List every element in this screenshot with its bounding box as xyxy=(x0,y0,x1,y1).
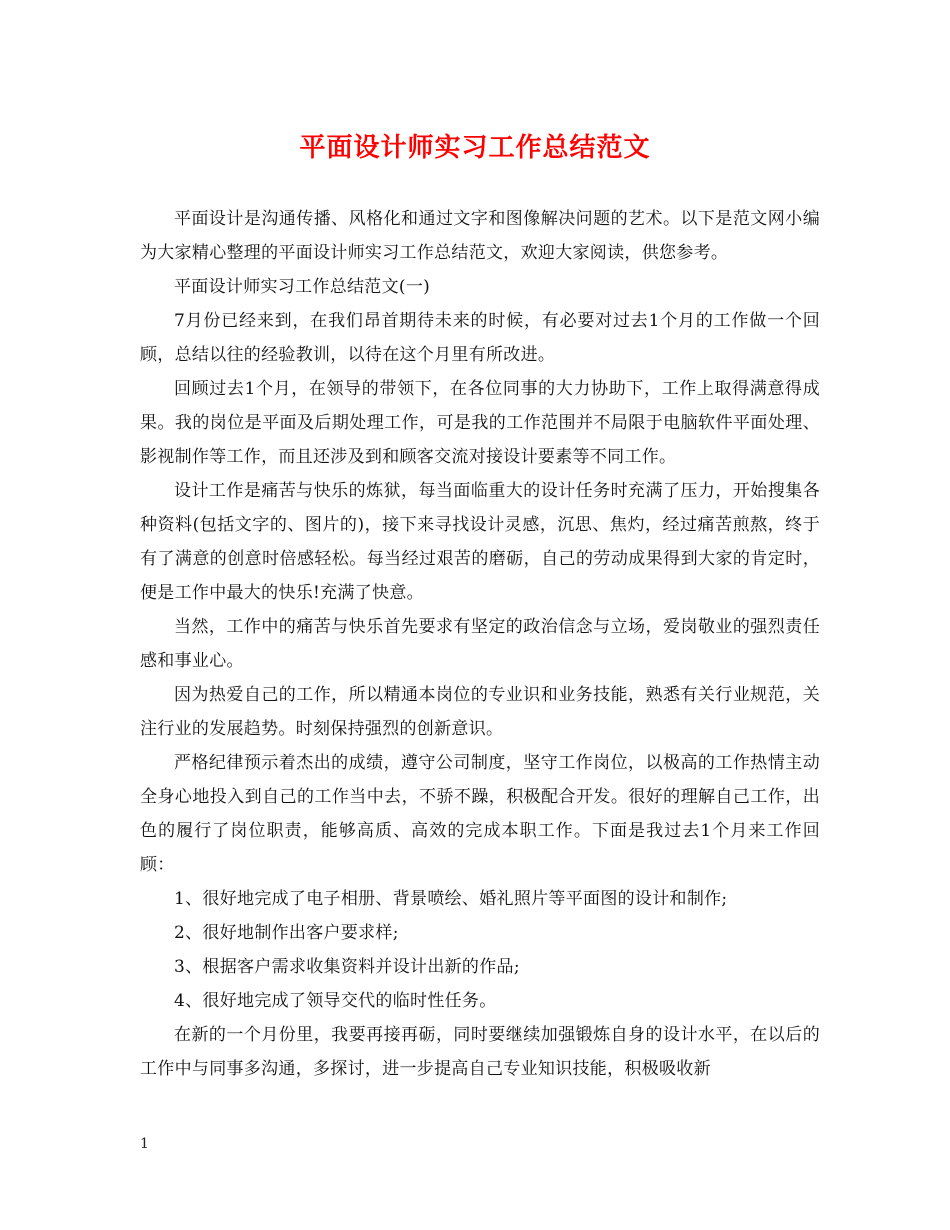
paragraph: 7月份已经来到，在我们昂首期待未来的时候，有必要对过去1个月的工作做一个回顾，总结以往的经验教训，以待在这个月里有所改进。 xyxy=(140,311,820,365)
list-item: 4、很好地完成了领导交代的临时性任务。 xyxy=(174,991,497,1011)
list-item: 3、根据客户需求收集资料并设计出新的作品; xyxy=(174,957,520,977)
page-number: 1 xyxy=(140,1136,149,1152)
list-item: 2、很好地制作出客户要求样; xyxy=(174,923,399,943)
paragraph: 严格纪律预示着杰出的成绩，遵守公司制度，坚守工作岗位，以极高的工作热情主动全身心地投入到自己的工作当中去，不骄不躁，积极配合开发。很好的理解自己工作，出色的履行了岗位职责，能够高质、高效的完成本职工作。下面是我过去1个月来工作回顾： xyxy=(140,753,820,875)
paragraph: 当然，工作中的痛苦与快乐首先要求有坚定的政治信念与立场，爱岗敬业的强烈责任感和事业心。 xyxy=(140,617,820,671)
document-body xyxy=(140,202,820,1086)
paragraph-subtitle: 平面设计师实习工作总结范文(一) xyxy=(174,277,431,297)
paragraph: 回顾过去1个月，在领导的带领下，在各位同事的大力协助下，工作上取得满意得成果。我的岗位是平面及后期处理工作，可是我的工作范围并不局限于电脑软件平面处理、影视制作等工作，而且还涉及到和顾客交流对接设计要素等不同工作。 xyxy=(140,379,820,467)
paragraph: 在新的一个月份里，我要再接再砺，同时要继续加强锻炼自身的设计水平，在以后的工作中与同事多沟通，多探讨，进一步提高自己专业知识技能，积极吸收新 xyxy=(140,1025,820,1079)
paragraph: 因为热爱自己的工作，所以精通本岗位的专业识和业务技能，熟悉有关行业规范，关注行业的发展趋势。时刻保持强烈的创新意识。 xyxy=(140,685,820,739)
list-item: 1、很好地完成了电子相册、背景喷绘、婚礼照片等平面图的设计和制作; xyxy=(174,889,728,909)
document-title: 平面设计师实习工作总结范文 xyxy=(299,133,651,163)
paragraph-intro: 平面设计是沟通传播、风格化和通过文字和图像解决问题的艺术。以下是范文网小编为大家精心整理的平面设计师实习工作总结范文，欢迎大家阅读，供您参考。 xyxy=(140,209,820,263)
paragraph: 设计工作是痛苦与快乐的炼狱，每当面临重大的设计任务时充满了压力，开始搜集各种资料(包括文字的、图片的)，接下来寻找设计灵感，沉思、焦灼，经过痛苦煎熬，终于有了满意的创意时倍感轻松。每当经过艰苦的磨砺，自己的劳动成果得到大家的肯定时，便是工作中最大的快乐!充满了快意。 xyxy=(140,481,820,603)
